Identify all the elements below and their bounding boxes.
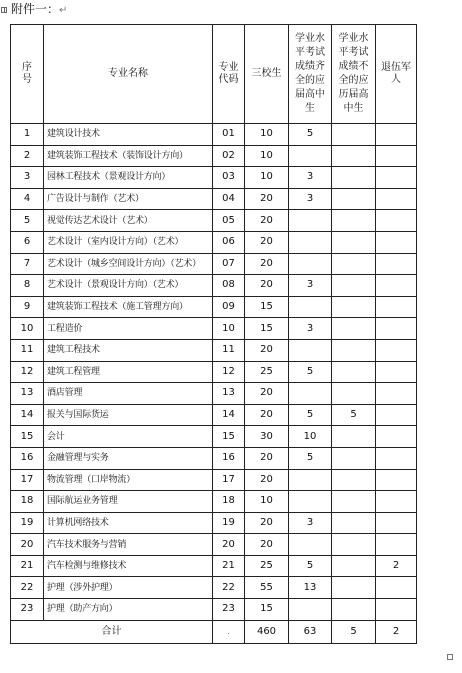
table-row [11, 512, 417, 534]
cell-veterans [376, 447, 417, 469]
cell-incomplete [332, 167, 376, 189]
cell-incomplete [332, 210, 376, 232]
cell-code: 20 [213, 534, 245, 556]
cell-no: 20 [11, 534, 44, 556]
cell-veterans [376, 318, 417, 340]
table-row [11, 534, 417, 556]
cell-sanxiaosheng: 20 [245, 469, 289, 491]
cell-sanxiaosheng: 20 [245, 231, 289, 253]
table-row [11, 275, 417, 297]
cell-sanxiaosheng: 20 [245, 275, 289, 297]
cell-veterans [376, 253, 417, 275]
cell-major-name: 广告设计与制作（艺术） [44, 188, 213, 210]
cell-veterans [376, 512, 417, 534]
cell-code: 12 [213, 361, 245, 383]
header-complete-scores: 学业水平考试成绩齐全的应届高中生 [289, 25, 332, 124]
cell-incomplete [332, 383, 376, 405]
cell-incomplete [332, 469, 376, 491]
cell-veterans [376, 577, 417, 599]
table-row [11, 555, 417, 577]
cell-sanxiaosheng: 20 [245, 534, 289, 556]
table-row [11, 210, 417, 232]
cell-code: 08 [213, 275, 245, 297]
cell-sanxiaosheng: 10 [245, 491, 289, 513]
cell-no: 12 [11, 361, 44, 383]
cell-major-name: 建筑装饰工程技术（施工管理方向） [44, 296, 213, 318]
cell-incomplete [332, 512, 376, 534]
cell-complete: 3 [289, 318, 332, 340]
table-row [11, 383, 417, 405]
cell-sanxiaosheng: 15 [245, 296, 289, 318]
cell-major-name: 建筑装饰工程技术（装饰设计方向） [44, 145, 213, 167]
cell-no: 19 [11, 512, 44, 534]
cell-code: 11 [213, 339, 245, 361]
cell-major-name: 护理（涉外护理） [44, 577, 213, 599]
cell-sanxiaosheng: 20 [245, 383, 289, 405]
cell-incomplete [332, 145, 376, 167]
cell-sanxiaosheng: 20 [245, 253, 289, 275]
total-incomplete: 5 [332, 620, 376, 643]
cell-no: 5 [11, 210, 44, 232]
table-row [11, 426, 417, 448]
cell-code: 06 [213, 231, 245, 253]
header-no: 序号 [11, 25, 44, 124]
cell-veterans [376, 361, 417, 383]
cell-complete: 5 [289, 361, 332, 383]
total-label: 合计 [11, 620, 213, 643]
cell-no: 16 [11, 447, 44, 469]
table-row [11, 469, 417, 491]
cell-veterans [376, 188, 417, 210]
cell-code: 19 [213, 512, 245, 534]
cell-veterans [376, 339, 417, 361]
cell-sanxiaosheng: 20 [245, 404, 289, 426]
cell-code: 17 [213, 469, 245, 491]
cell-sanxiaosheng: 20 [245, 512, 289, 534]
cell-no: 7 [11, 253, 44, 275]
cell-sanxiaosheng: 20 [245, 447, 289, 469]
table-resize-handle-icon[interactable] [447, 654, 453, 660]
cell-major-name: 工程造价 [44, 318, 213, 340]
cell-veterans [376, 145, 417, 167]
cell-sanxiaosheng: 10 [245, 167, 289, 189]
cell-veterans [376, 383, 417, 405]
cell-sanxiaosheng: 15 [245, 318, 289, 340]
cell-veterans [376, 599, 417, 621]
table-row [11, 145, 417, 167]
cell-major-name: 国际航运业务管理 [44, 491, 213, 513]
cell-code: 21 [213, 555, 245, 577]
cell-no: 11 [11, 339, 44, 361]
cell-incomplete [332, 124, 376, 146]
cell-sanxiaosheng: 15 [245, 599, 289, 621]
cell-complete: 5 [289, 404, 332, 426]
cell-incomplete [332, 447, 376, 469]
header-sanxiaosheng: 三校生 [245, 25, 289, 124]
cell-code: 10 [213, 318, 245, 340]
table-row [11, 167, 417, 189]
cell-veterans [376, 534, 417, 556]
table-move-handle-icon[interactable] [1, 7, 7, 13]
cell-no: 18 [11, 491, 44, 513]
header-veterans: 退伍军人 [376, 25, 417, 124]
cell-major-name: 金融管理与实务 [44, 447, 213, 469]
header-incomplete-scores: 学业水平考试成绩不全的应历届高中生 [332, 25, 376, 124]
table-row [11, 231, 417, 253]
cell-sanxiaosheng: 20 [245, 210, 289, 232]
cell-complete [289, 145, 332, 167]
cell-incomplete: 5 [332, 404, 376, 426]
cell-no: 4 [11, 188, 44, 210]
cell-code: 04 [213, 188, 245, 210]
cell-complete: 3 [289, 188, 332, 210]
cell-complete [289, 231, 332, 253]
cell-sanxiaosheng: 20 [245, 339, 289, 361]
cell-code: 01 [213, 124, 245, 146]
cell-incomplete [332, 253, 376, 275]
cell-incomplete [332, 231, 376, 253]
cell-no: 10 [11, 318, 44, 340]
cell-incomplete [332, 491, 376, 513]
cell-code: 15 [213, 426, 245, 448]
cell-major-name: 艺术设计（城乡空间设计方向）（艺术） [44, 253, 213, 275]
cell-major-name: 会计 [44, 426, 213, 448]
cell-sanxiaosheng: 25 [245, 361, 289, 383]
cell-major-name: 建筑设计技术 [44, 124, 213, 146]
cell-major-name: 汽车技术服务与营销 [44, 534, 213, 556]
cell-complete: 10 [289, 426, 332, 448]
total-complete: 63 [289, 620, 332, 643]
cell-no: 6 [11, 231, 44, 253]
cell-no: 14 [11, 404, 44, 426]
cell-complete [289, 253, 332, 275]
cell-incomplete [332, 426, 376, 448]
cell-veterans [376, 124, 417, 146]
paragraph-mark-icon: ↵ [59, 5, 68, 16]
cell-code: 13 [213, 383, 245, 405]
cell-code: 23 [213, 599, 245, 621]
table-row [11, 124, 417, 146]
cell-veterans [376, 426, 417, 448]
cell-incomplete [332, 555, 376, 577]
table-row [11, 577, 417, 599]
cell-incomplete [332, 296, 376, 318]
cell-major-name: 护理（助产方向） [44, 599, 213, 621]
cell-major-name: 视觉传达艺术设计（艺术） [44, 210, 213, 232]
total-code: . [213, 620, 245, 643]
cell-complete [289, 491, 332, 513]
cell-code: 05 [213, 210, 245, 232]
cell-incomplete [332, 577, 376, 599]
cell-no: 22 [11, 577, 44, 599]
cell-complete [289, 296, 332, 318]
cell-veterans: 2 [376, 555, 417, 577]
cell-complete [289, 210, 332, 232]
cell-code: 02 [213, 145, 245, 167]
table-row [11, 599, 417, 621]
table-row [11, 339, 417, 361]
table-row [11, 404, 417, 426]
cell-complete: 3 [289, 275, 332, 297]
cell-incomplete [332, 275, 376, 297]
cell-incomplete [332, 188, 376, 210]
cell-complete: 3 [289, 167, 332, 189]
cell-no: 2 [11, 145, 44, 167]
cell-sanxiaosheng: 10 [245, 145, 289, 167]
cell-veterans [376, 210, 417, 232]
cell-major-name: 艺术设计（室内设计方向）（艺术） [44, 231, 213, 253]
cell-code: 07 [213, 253, 245, 275]
cell-veterans [376, 404, 417, 426]
cell-veterans [376, 469, 417, 491]
cell-no: 9 [11, 296, 44, 318]
cell-major-name: 酒店管理 [44, 383, 213, 405]
cell-major-name: 汽车检测与维修技术 [44, 555, 213, 577]
cell-no: 1 [11, 124, 44, 146]
cell-complete: 13 [289, 577, 332, 599]
cell-veterans [376, 296, 417, 318]
cell-no: 21 [11, 555, 44, 577]
table-row [11, 361, 417, 383]
table-body [11, 124, 417, 621]
cell-complete [289, 339, 332, 361]
total-veterans: 2 [376, 620, 417, 643]
table-row [11, 491, 417, 513]
cell-incomplete [332, 318, 376, 340]
cell-sanxiaosheng: 10 [245, 124, 289, 146]
cell-sanxiaosheng: 20 [245, 188, 289, 210]
cell-code: 14 [213, 404, 245, 426]
header-name: 专业名称 [44, 25, 213, 124]
cell-complete [289, 534, 332, 556]
cell-code: 03 [213, 167, 245, 189]
cell-complete: 5 [289, 555, 332, 577]
cell-complete: 5 [289, 447, 332, 469]
cell-code: 22 [213, 577, 245, 599]
cell-sanxiaosheng: 30 [245, 426, 289, 448]
total-sanxiaosheng: 460 [245, 620, 289, 643]
cell-veterans [376, 491, 417, 513]
cell-major-name: 艺术设计（景观设计方向）（艺术） [44, 275, 213, 297]
cell-no: 3 [11, 167, 44, 189]
cell-code: 09 [213, 296, 245, 318]
cell-major-name: 报关与国际货运 [44, 404, 213, 426]
cell-veterans [376, 231, 417, 253]
table-row [11, 296, 417, 318]
cell-complete [289, 383, 332, 405]
cell-complete [289, 599, 332, 621]
cell-incomplete [332, 599, 376, 621]
table-row [11, 253, 417, 275]
table-row [11, 447, 417, 469]
cell-major-name: 建筑工程技术 [44, 339, 213, 361]
cell-code: 16 [213, 447, 245, 469]
cell-incomplete [332, 361, 376, 383]
cell-major-name: 建筑工程管理 [44, 361, 213, 383]
cell-code: 18 [213, 491, 245, 513]
cell-complete [289, 469, 332, 491]
cell-no: 13 [11, 383, 44, 405]
cell-major-name: 园林工程技术（景观设计方向） [44, 167, 213, 189]
cell-incomplete [332, 339, 376, 361]
cell-no: 17 [11, 469, 44, 491]
table-row [11, 188, 417, 210]
cell-incomplete [332, 534, 376, 556]
cell-complete: 5 [289, 124, 332, 146]
cell-sanxiaosheng: 55 [245, 577, 289, 599]
cell-veterans [376, 167, 417, 189]
cell-no: 15 [11, 426, 44, 448]
cell-complete: 3 [289, 512, 332, 534]
cell-veterans [376, 275, 417, 297]
cell-major-name: 物流管理（口岸物流） [44, 469, 213, 491]
header-code: 专业代码 [213, 25, 245, 124]
table-row [11, 318, 417, 340]
cell-no: 8 [11, 275, 44, 297]
enrollment-table [10, 24, 417, 644]
cell-no: 23 [11, 599, 44, 621]
cell-sanxiaosheng: 25 [245, 555, 289, 577]
cell-major-name: 计算机网络技术 [44, 512, 213, 534]
page-title: 附件一：↵ [11, 2, 68, 16]
